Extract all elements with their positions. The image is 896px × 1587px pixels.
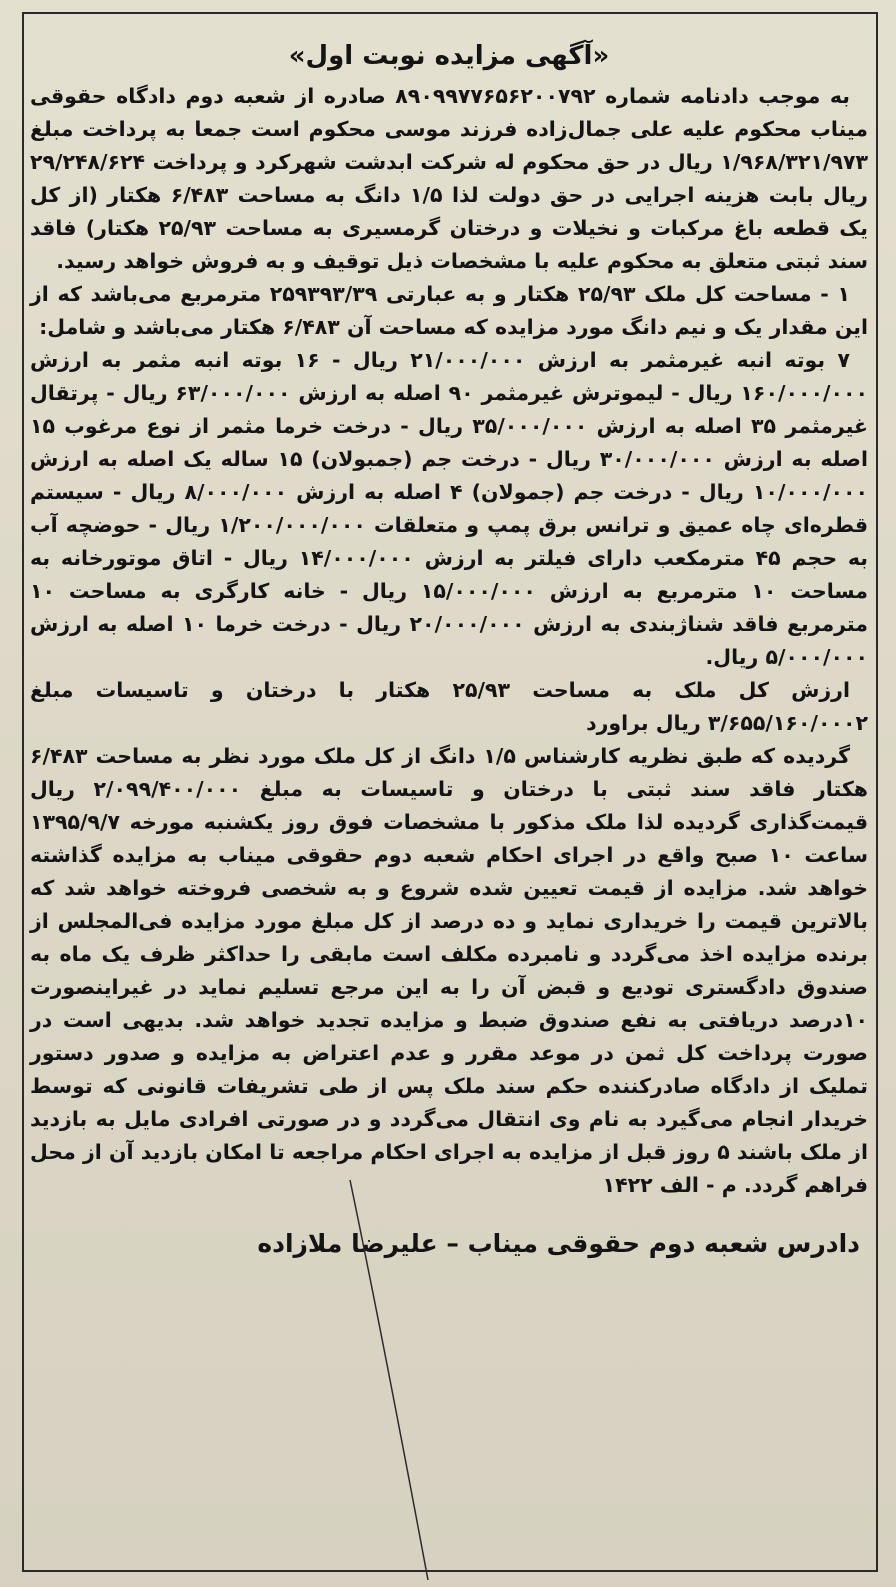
notice-signature: دادرس شعبه دوم حقوقی میناب – علیرضا ملازاده	[257, 1229, 860, 1258]
notice-paragraph-items: ۷ بوته انبه غیرمثمر به ارزش ۲۱/۰۰۰/۰۰۰ ریال - ۱۶ بوته انبه مثمر به ارزش ۱۶۰/۰۰۰/۰۰۰ ریال - لیموترش غیرمثمر ۹۰ اصله به ارزش ۶۳/۰۰۰/۰۰۰ ریال - پرتقال غیرمثمر ۳۵ اصله به ارزش ۳۵/۰۰۰/۰۰۰ ریال - درخت خرما مثمر از نوع مرغوب ۱۵ اصله به ارزش ۳۰/۰۰۰/۰۰۰ ریال - درخت جم (جمبولان) ۱۵ ساله یک اصله به ارزش ۱۰/۰۰۰/۰۰۰ ریال - درخت جم (جمولان) ۴ اصله به ارزش ۸/۰۰۰/۰۰۰ ریال - سیستم قطره‌ای چاه عمیق و ترانس برق پمپ و متعلقات ۱/۲۰۰/۰۰۰/۰۰۰ ریال - حوضچه آب به حجم ۴۵ مترمکعب دارای فیلتر به ارزش ۱۴/۰۰۰/۰۰۰ ریال - اتاق موتورخانه به مساحت ۱۰ مترمربع به ارزش ۱۵/۰۰۰/۰۰۰ ریال - خانه کارگری به مساحت ۱۰ مترمربع فاقد شناژبندی به ارزش ۲۰/۰۰۰/۰۰۰ ریال - درخت خرما ۱۰ اصله به ارزش ۵/۰۰۰/۰۰۰ ریال.	[30, 348, 869, 669]
notice-paragraph-terms: گردیده که طبق نظریه کارشناس ۱/۵ دانگ از کل ملک مورد نظر به مساحت ۶/۴۸۳ هکتار فاقد سند ثبتی با درختان و تاسیسات به مبلغ ۲/۰۹۹/۴۰۰/۰۰۰ ریال قیمت‌گذاری گردیده لذا ملک مذکور با مشخصات فوق روز یکشنبه مورخه ۱۳۹۵/۹/۷ ساعت ۱۰ صبح واقع در اجرای احکام شعبه دوم حقوقی میناب به مزایده گذاشته خواهد شد. مزایده از قیمت تعیین شده شروع و به شخصی فروخته خواهد شد که بالاترین قیمت را خریداری نماید و ده درصد از کل مبلغ مورد مزایده فی‌المجلس از برنده مزایده اخذ می‌گردد و نامبرده مکلف است مابقی را حداکثر ظرف یک ماه به صندوق دادگستری تودیع و قبض آن را به این مرجع تسلیم نماید در غیراینصورت ۱۰درصد دریافتی به نفع صندوق ضبط و مزایده تجدید خواهد شد. بدیهی است در صورت پرداخت کل ثمن در موعد مقرر و عدم اعتراض به مزایده و صدور دستور تملیک از دادگاه صادرکننده حکم سند ملک پس از طی تشریفات قانونی که توسط خریدار انجام می‌گیرد به نام وی انتقال می‌گردد و در صورتی افرادی مایل به بازدید از ملک باشند ۵ روز قبل از مزایده به اجرای احکام مراجعه تا امکان بازدید آن از محل فراهم گردد. م - الف ۱۴۲۲	[30, 744, 869, 1197]
notice-paragraph-intro: به موجب دادنامه شماره ۸۹۰۹۹۷۷۶۵۶۲۰۰۷۹۲ صادره از شعبه دوم دادگاه حقوقی میناب محکوم علیه علی جمال‌زاده فرزند موسی محکوم است جمعا به پرداخت مبلغ ۱/۹۶۸/۳۲۱/۹۷۳ ریال در حق محکوم له شرکت ابدشت شهرکرد و پرداخت ۲۹/۲۴۸/۶۲۴ ریال بابت هزینه اجرایی در حق دولت لذا ۱/۵ دانگ به مساحت ۶/۴۸۳ هکتار (از کل یک قطعه باغ مرکبات و نخیلات و درختان گرمسیری به مساحت ۲۵/۹۳ هکتار) فاقد سند ثبتی متعلق به محکوم علیه با مشخصات ذیل توقیف و به فروش خواهد رسید.	[30, 84, 868, 273]
notice-paragraph-area: ۱ - مساحت کل ملک ۲۵/۹۳ هکتار و به عبارتی ۲۵۹۳۹۳/۳۹ مترمربع می‌باشد که از این مقدار یک و نیم دانگ مورد مزایده که مساحت آن ۶/۴۸۳ هکتار می‌باشد و شامل:	[30, 282, 868, 339]
auction-notice	[30, 36, 868, 1264]
notice-paragraph-total-value: ارزش کل ملک به مساحت ۲۵/۹۳ هکتار با درختان و تاسیسات مبلغ ۳/۶۵۵/۱۶۰/۰۰۰۲ ریال براورد	[30, 678, 868, 735]
notice-title: «آگهی مزایده نوبت اول»	[288, 41, 610, 71]
